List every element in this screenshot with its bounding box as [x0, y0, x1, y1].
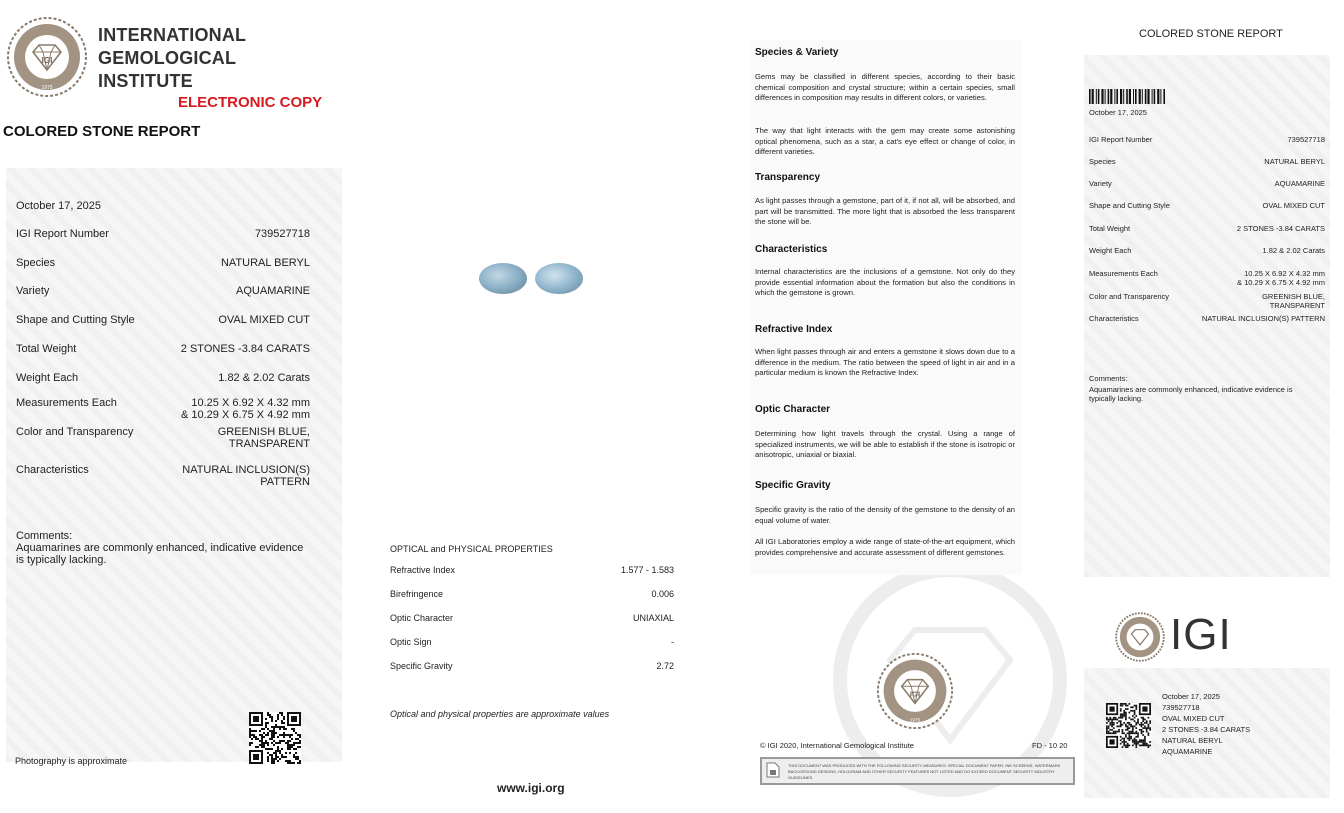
summary-row-value-line: GREENISH BLUE, [1262, 292, 1325, 301]
info-section-text: Gems may be classified in different species, according to their basic chemical composition and crystal structure; within a certain species, small differences in composition may results in different colors, or varieties. [755, 72, 1015, 103]
summary-line: AQUAMARINE [1162, 747, 1213, 756]
optical-row-label: Refractive Index [390, 565, 456, 575]
summary-row-value [1237, 269, 1325, 287]
copyright-notice: © IGI 2020, International Gemological Institute [760, 741, 914, 750]
optical-row-value: 0.006 [651, 589, 674, 599]
info-section-text: Determining how light travels through the crystal. Using a range of specialized instruments, we will be able to establish if the stone is isotropic or anisotropic, uniaxial or biaxial. [755, 429, 1015, 460]
report-row-value-line: OVAL MIXED CUT [218, 314, 310, 326]
report-row-value-line: 10.25 X 6.92 X 4.32 mm [191, 397, 310, 409]
info-section-title: Characteristics [755, 244, 828, 255]
form-code: FD - 10 20 [1032, 741, 1068, 750]
institute-name-line2: GEMOLOGICAL [98, 48, 237, 68]
institute-name-line3: INSTITUTE [98, 71, 193, 91]
report-row-value [218, 426, 310, 450]
summary-row-value [1262, 201, 1325, 210]
report-row-label: IGI Report Number [16, 228, 109, 240]
qr-code-small[interactable] [1106, 703, 1151, 748]
info-section-title: Species & Variety [755, 47, 839, 58]
info-section-title: Transparency [755, 172, 821, 183]
comments-block-right [1089, 374, 1299, 403]
summary-lines [1162, 691, 1250, 757]
report-row-value [181, 343, 310, 355]
info-section-text: The way that light interacts with the gem may create some astonishing optical phenomena, such as a star, a cat's eye effect or change of color, in different varieties. [755, 126, 1015, 157]
summary-row-value-line: 739527718 [1287, 135, 1325, 144]
summary-row-value-line: 1.82 & 2.02 Carats [1262, 246, 1325, 255]
summary-row-value-line: AQUAMARINE [1274, 179, 1325, 188]
summary-row-label: Variety [1089, 179, 1112, 188]
security-notice-box [760, 757, 1075, 785]
report-row-value-line: PATTERN [260, 476, 310, 488]
summary-row-value [1237, 224, 1325, 233]
comments-label: Comments: [16, 530, 73, 542]
summary-row-label: IGI Report Number [1089, 135, 1153, 144]
electronic-copy-label: ELECTRONIC COPY [178, 94, 323, 111]
report-row-value-line: AQUAMARINE [236, 285, 310, 297]
summary-row-label: Measurements Each [1089, 269, 1158, 278]
report-row-value [181, 397, 310, 421]
summary-row-label: Weight Each [1089, 246, 1132, 255]
report-date-right: October 17, 2025 [1089, 108, 1147, 117]
summary-row-value [1262, 246, 1325, 255]
report-row-value [236, 285, 310, 297]
report-title-right: COLORED STONE REPORT [1139, 28, 1283, 40]
summary-row-value-line: NATURAL BERYL [1264, 157, 1325, 166]
summary-row-label: Total Weight [1089, 224, 1131, 233]
summary-line: 739527718 [1162, 703, 1200, 712]
igi-wordmark: IGI [1170, 610, 1232, 659]
website-link[interactable]: www.igi.org [497, 781, 565, 795]
optical-properties-heading: OPTICAL and PHYSICAL PROPERTIES [390, 544, 553, 554]
report-row-value-line: 1.82 & 2.02 Carats [218, 372, 310, 384]
gemstone-photo-2 [535, 263, 583, 294]
summary-row-value-line: 10.25 X 6.92 X 4.32 mm [1244, 269, 1325, 278]
report-row-value-line: & 10.29 X 6.75 X 4.92 mm [180, 409, 310, 421]
comments-text: Aquamarines are commonly enhanced, indicative evidence is typically lacking. [16, 542, 304, 566]
info-section-text: All IGI Laboratories employ a wide range of state-of-the-art equipment, which provides comprehensive and accurate assessment of different gemstones. [755, 537, 1015, 557]
report-row-value-line: TRANSPARENT [228, 438, 310, 450]
comments-label-right: Comments: [1089, 374, 1128, 383]
report-row-label: Weight Each [16, 372, 79, 384]
report-row-label: Species [16, 257, 56, 269]
summary-line: October 17, 2025 [1162, 692, 1220, 701]
summary-row-label: Characteristics [1089, 314, 1139, 323]
summary-row-value [1202, 314, 1325, 323]
optical-row-value: - [671, 637, 674, 647]
summary-row-value [1287, 135, 1325, 144]
report-title: COLORED STONE REPORT [3, 123, 201, 140]
info-section-title: Optic Character [755, 404, 831, 415]
optical-row-value: 1.577 - 1.583 [620, 565, 674, 575]
qr-code[interactable] [249, 712, 301, 764]
report-row-label: Total Weight [16, 343, 77, 355]
summary-row-value [1275, 179, 1325, 188]
svg-text:IGI: IGI [41, 56, 53, 65]
report-row-value-line: NATURAL BERYL [220, 257, 310, 269]
summary-line: OVAL MIXED CUT [1162, 714, 1225, 723]
summary-row-value [1264, 157, 1325, 166]
info-section-text: Internal characteristics are the inclusions of a gemstone. Not only do they provide essential information about the formation but also the conditions in which the gemstone is grown. [755, 267, 1015, 298]
optical-row-label: Specific Gravity [390, 661, 453, 671]
photography-note: Photography is approximate [15, 756, 128, 766]
optical-row-value: UNIAXIAL [632, 613, 674, 623]
info-section-text: Specific gravity is the ratio of the density of the gemstone to the density of an equal volume of water. [755, 505, 1015, 525]
summary-row-label: Color and Transparency [1089, 292, 1170, 301]
report-row-label: Variety [16, 285, 50, 297]
info-section-text: When light passes through air and enters a gemstone it slows down due to a difference in the medium. The ratio between the speed of light in air and in a particular medium is known the Refractive Index. [755, 347, 1015, 378]
comments-text-right: Aquamarines are commonly enhanced, indicative evidence is typically lacking. [1089, 385, 1293, 403]
optical-row-value: 2.72 [656, 661, 674, 671]
institute-name-line1: INTERNATIONAL [98, 25, 247, 45]
report-row-value [218, 372, 310, 384]
optical-note: Optical and physical properties are approximate values [390, 709, 610, 719]
info-panel [750, 40, 1022, 575]
institute-name [98, 24, 246, 93]
summary-row-value [1262, 292, 1325, 310]
summary-row-value-line: OVAL MIXED CUT [1262, 201, 1325, 210]
report-row-value [182, 464, 310, 488]
optical-row-label: Birefringence [390, 589, 444, 599]
igi-seal-logo [6, 16, 88, 98]
summary-line: NATURAL BERYL [1162, 736, 1223, 745]
report-row-value-line: 739527718 [254, 228, 310, 240]
summary-row-value-line: & 10.29 X 6.75 X 4.92 mm [1237, 278, 1325, 287]
document-icon [766, 762, 780, 778]
report-row-value-line: GREENISH BLUE, [217, 426, 310, 438]
summary-row-value-line: 2 STONES -3.84 CARATS [1236, 224, 1325, 233]
svg-text:1975: 1975 [41, 85, 53, 91]
svg-text:1975: 1975 [909, 718, 921, 724]
igi-seal-icon [1115, 612, 1165, 662]
report-row-label: Color and Transparency [16, 426, 134, 438]
report-row-label: Characteristics [16, 464, 89, 476]
optical-row-label: Optic Sign [390, 637, 432, 647]
report-row-value [218, 314, 310, 326]
summary-row-value-line: NATURAL INCLUSION(S) PATTERN [1201, 314, 1325, 323]
optical-row-label: Optic Character [390, 613, 454, 623]
info-section-text: As light passes through a gemstone, part of it, if not all, will be absorbed, and part will be transmitted. The more light that is absorbed the less transparent the stone will be. [755, 196, 1015, 227]
gemstone-photo-1 [479, 263, 527, 294]
barcode [1089, 89, 1166, 104]
summary-row-value-line: TRANSPARENT [1269, 301, 1325, 310]
svg-text:IGI: IGI [909, 689, 921, 699]
security-notice-text: THIS DOCUMENT WAS PRODUCED WITH THE FOLLOWING SECURITY MEASURES: SPECIAL DOCUMENT PAPER, INK SCREENS, WATERMARK BACKGROUND DESIGNS, HOLOGRAM AND OTHER SECURITY FEATURES NOT LISTED AND DO EXCEED DOCUMENT SECURITY INDUSTRY GUIDELINES. [788, 763, 1061, 780]
report-row-value-line: NATURAL INCLUSION(S) [182, 464, 310, 476]
report-row-value [221, 257, 310, 269]
report-row-value [255, 228, 310, 240]
summary-row-label: Shape and Cutting Style [1089, 201, 1170, 210]
igi-seal-stamp [876, 652, 954, 730]
summary-row-label: Species [1089, 157, 1116, 166]
summary-line: 2 STONES -3.84 CARATS [1162, 725, 1251, 734]
report-date: October 17, 2025 [16, 200, 102, 212]
info-section-title: Specific Gravity [755, 480, 831, 491]
report-row-label: Shape and Cutting Style [16, 314, 135, 326]
comments-block [16, 530, 306, 566]
report-row-value-line: 2 STONES -3.84 CARATS [180, 343, 310, 355]
report-row-label: Measurements Each [16, 397, 117, 409]
info-section-title: Refractive Index [755, 324, 833, 335]
